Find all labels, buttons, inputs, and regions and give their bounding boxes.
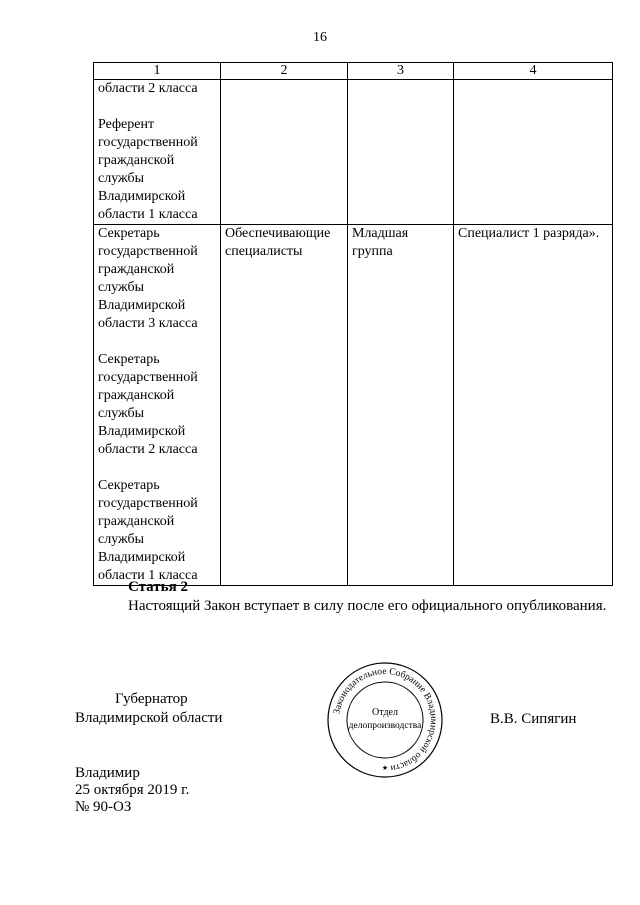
table-header-cell: 3: [348, 63, 454, 80]
stamp-star-icon: ★: [381, 764, 389, 772]
category-cell: Обеспечивающие специалисты: [221, 225, 348, 586]
position-title: Секретарь государственной гражданской службы Владимирской области 2 класса: [98, 352, 198, 457]
stamp-ring-text: Законодательное Собрание Владимирской области: [332, 666, 439, 773]
article-title: Статья 2: [128, 579, 188, 595]
position-title-cell: [94, 80, 221, 225]
table-row: [94, 80, 613, 225]
stamp-center-line1: Отдел: [372, 707, 398, 718]
position-title: Референт государственной гражданской службы Владимирской области 1 класса: [98, 117, 198, 222]
article-text: Настоящий Закон вступает в силу после его официального опубликования.: [128, 598, 607, 614]
page-number: 16: [313, 30, 327, 45]
qualification-cell: [454, 80, 613, 225]
qualification-cell: Специалист 1 разряда».: [454, 225, 613, 586]
table-header-cell: 1: [94, 63, 221, 80]
footer-date: 25 октября 2019 г.: [75, 782, 190, 798]
position-title: Секретарь государственной гражданской службы Владимирской области 3 класса: [98, 226, 198, 331]
table-header-cell: 4: [454, 63, 613, 80]
position-title-cell: [94, 225, 221, 586]
position-title: области 2 класса: [98, 81, 198, 96]
governor-title: [75, 690, 222, 728]
position-title: Секретарь государственной гражданской службы Владимирской области 1 класса: [98, 478, 198, 583]
group-cell: [348, 80, 454, 225]
svg-text:Законодательное Собрание Влади: [332, 667, 438, 773]
footer-law-number: № 90-ОЗ: [75, 799, 132, 815]
table-row: [94, 225, 613, 586]
footer-block: [75, 765, 189, 816]
stamp-center-line2: делопроизводства: [348, 721, 422, 731]
table-header-row: [94, 63, 613, 80]
governor-title-line2: Владимирской области: [75, 710, 223, 726]
official-seal-stamp: [325, 660, 445, 780]
article-block: [88, 578, 612, 616]
governor-title-line1: Губернатор: [115, 691, 188, 707]
table-header-cell: 2: [221, 63, 348, 80]
group-cell: Младшая группа: [348, 225, 454, 586]
positions-table: [93, 62, 613, 586]
footer-city: Владимир: [75, 765, 140, 781]
signer-name: В.В. Сипягин: [490, 711, 577, 727]
category-cell: [221, 80, 348, 225]
